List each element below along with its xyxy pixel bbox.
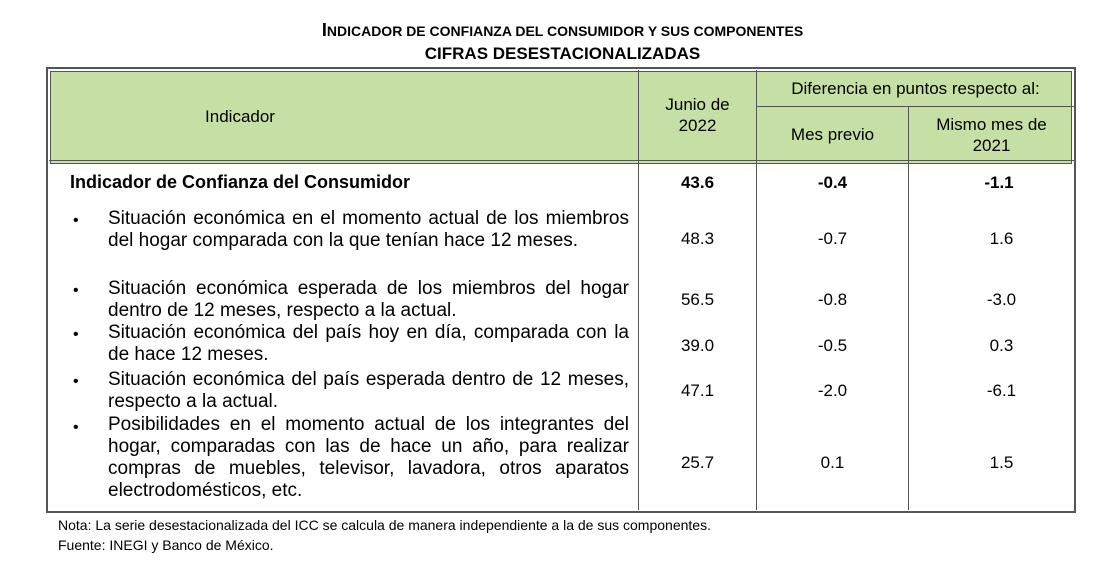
row-same: -3.0: [986, 290, 1017, 309]
header-mes-previo: Mes previo: [790, 125, 875, 144]
bullet-icon: •: [73, 373, 79, 390]
row-description: Posibilidades en el momento actual de los integrantes del hogar, comparadas con las de hace un año, para realizar compras de muebles, televisor, lavadora, otros aparatos electrodomésticos, etc.: [108, 414, 629, 501]
header-mismo-mes-line2: 2021: [972, 136, 1011, 155]
header-mismo-mes: [909, 114, 1074, 156]
bullet-icon: •: [73, 282, 79, 299]
row-description: Situación económica del país hoy en día, comparada con la de hace 12 meses.: [108, 322, 629, 365]
header-junio: [639, 94, 756, 136]
row-value: 56.5: [680, 290, 715, 309]
main-indicator-label: Indicador de Confianza del Consumidor: [70, 172, 411, 192]
main-indicator-same: -1.1: [984, 173, 1014, 192]
row-prev: -2.0: [817, 381, 848, 400]
source-note: Fuente: INEGI y Banco de México.: [58, 537, 274, 553]
row-same: 1.5: [989, 453, 1014, 472]
header-indicador: Indicador: [205, 107, 275, 126]
table-subtitle: CIFRAS DESESTACIONALIZADAS: [424, 44, 701, 63]
row-prev: 0.1: [820, 453, 845, 472]
title-rest: NDICADOR DE CONFIANZA DEL CONSUMIDOR Y SUS COMPONENTES: [326, 23, 804, 39]
main-indicator-prev: -0.4: [817, 173, 848, 192]
bullet-icon: •: [73, 212, 79, 229]
bullet-icon: •: [73, 419, 79, 436]
footnote: Nota: La serie desestacionalizada del ICC se calcula de manera independiente a la de sus componentes.: [58, 517, 711, 533]
header-junio-line1: Junio de: [665, 95, 730, 114]
header-divider: [756, 106, 1074, 107]
row-description: Situación económica esperada de los miembros del hogar dentro de 12 meses, respecto a la actual.: [108, 278, 629, 321]
row-same: -6.1: [986, 381, 1017, 400]
row-same: 0.3: [989, 336, 1014, 355]
header-junio-line2: 2022: [678, 116, 717, 135]
row-value: 25.7: [680, 453, 715, 472]
row-value: 48.3: [680, 229, 715, 248]
row-same: 1.6: [989, 229, 1014, 248]
row-value: 39.0: [680, 336, 715, 355]
row-prev: -0.7: [817, 229, 848, 248]
title-initial: I: [321, 20, 327, 40]
row-description: Situación económica en el momento actual de los miembros del hogar comparada con la que tenían hace 12 meses.: [108, 208, 629, 251]
row-prev: -0.8: [817, 290, 848, 309]
header-bottom: [49, 160, 1074, 161]
header-diferencia: Diferencia en puntos respecto al:: [791, 79, 1040, 98]
table-title: [0, 19, 1112, 42]
main-indicator-value: 43.6: [680, 173, 715, 192]
header-mismo-mes-line1: Mismo mes de: [936, 115, 1047, 134]
row-prev: -0.5: [817, 336, 848, 355]
row-value: 47.1: [680, 381, 715, 400]
bullet-icon: •: [73, 326, 79, 343]
row-description: Situación económica del país esperada dentro de 12 meses, respecto a la actual.: [108, 369, 629, 412]
